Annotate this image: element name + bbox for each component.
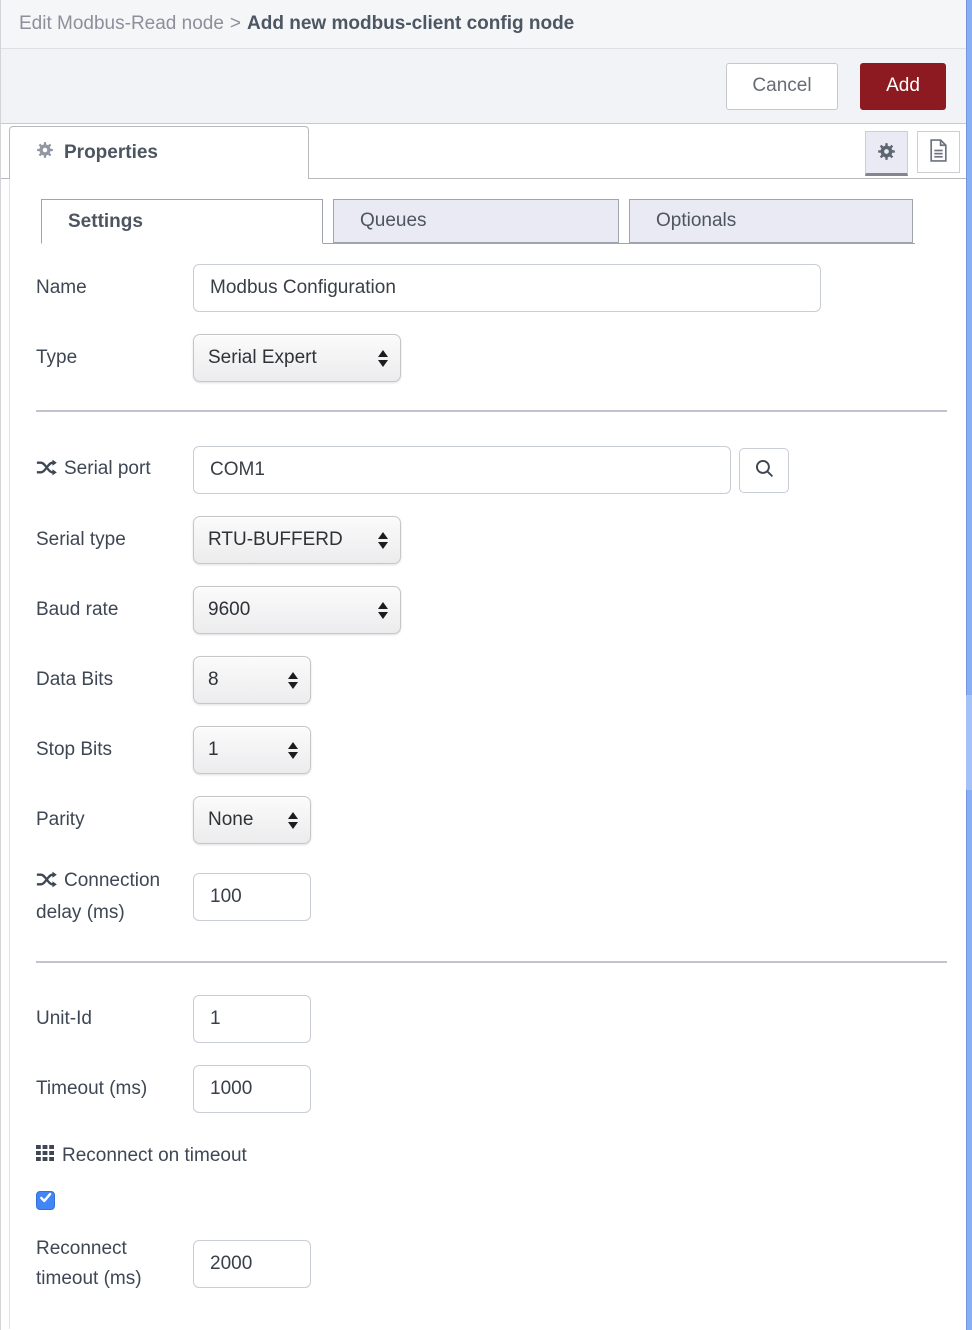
data-bits-row	[36, 656, 972, 704]
scrollbar-track[interactable]	[966, 0, 972, 1330]
grid-icon	[36, 1145, 54, 1167]
type-select-value: Serial Expert	[208, 347, 317, 368]
reconnect-timeout-row	[36, 1234, 972, 1295]
type-select[interactable]	[193, 334, 401, 382]
baud-rate-row	[36, 586, 972, 634]
tab-queues-label: Queues	[360, 210, 427, 231]
action-bar	[1, 49, 972, 124]
breadcrumb	[1, 0, 972, 49]
data-bits-select[interactable]	[193, 656, 311, 704]
section-divider	[36, 410, 947, 412]
timeout-input[interactable]	[193, 1065, 311, 1113]
select-arrows-icon	[288, 812, 298, 829]
tab-optionals-label: Optionals	[656, 210, 737, 231]
document-icon	[929, 139, 948, 165]
serial-type-row	[36, 516, 972, 564]
serial-type-label: Serial type	[36, 528, 126, 550]
serial-port-label-text: Serial port	[64, 457, 151, 479]
serial-port-search-button[interactable]	[739, 448, 789, 493]
reconnect-timeout-label: Reconnect timeout (ms)	[36, 1237, 142, 1290]
cancel-button[interactable]: Cancel	[726, 63, 838, 110]
parity-select-value: None	[208, 809, 254, 830]
type-row	[36, 334, 972, 382]
connection-delay-label	[36, 866, 193, 929]
data-bits-label: Data Bits	[36, 668, 114, 690]
select-arrows-icon	[378, 602, 388, 619]
check-icon	[39, 1191, 52, 1209]
page-title: Add new modbus-client config node	[247, 13, 575, 34]
edit-properties-button[interactable]	[865, 131, 908, 176]
breadcrumb-separator: >	[229, 13, 242, 34]
magnifier-icon	[754, 458, 775, 482]
breadcrumb-prefix: Edit Modbus-Read node	[19, 13, 224, 34]
connection-delay-input[interactable]	[193, 873, 311, 921]
unit-id-label: Unit-Id	[36, 1007, 92, 1029]
tab-settings[interactable]	[41, 199, 323, 244]
shuffle-icon	[36, 868, 57, 898]
name-input[interactable]	[193, 264, 821, 312]
name-row	[36, 264, 972, 312]
serial-type-select[interactable]	[193, 516, 401, 564]
parity-label: Parity	[36, 808, 85, 830]
serial-port-input[interactable]	[193, 446, 731, 494]
tab-queues[interactable]	[333, 199, 619, 243]
parity-row	[36, 796, 972, 844]
baud-rate-label: Baud rate	[36, 598, 119, 620]
stop-bits-row	[36, 726, 972, 774]
baud-rate-select-value: 9600	[208, 599, 251, 620]
name-label: Name	[36, 276, 87, 298]
reconnect-on-timeout-checkbox[interactable]	[36, 1191, 55, 1210]
add-button[interactable]: Add	[860, 63, 946, 110]
connection-delay-label-text: Connection delay (ms)	[36, 870, 161, 924]
tab-properties[interactable]	[9, 126, 309, 179]
reconnect-on-timeout-label-row	[36, 1145, 972, 1167]
serial-type-select-value: RTU-BUFFERD	[208, 529, 343, 550]
tab-settings-label: Settings	[68, 210, 143, 232]
type-label: Type	[36, 346, 78, 368]
node-docs-button[interactable]	[917, 131, 960, 173]
select-arrows-icon	[288, 672, 298, 689]
serial-port-row	[36, 446, 972, 494]
unit-id-input[interactable]	[193, 995, 311, 1043]
stop-bits-select-value: 1	[208, 739, 219, 760]
connection-delay-row	[36, 866, 972, 929]
config-form	[9, 179, 972, 1329]
reconnect-on-timeout-label: Reconnect on timeout	[62, 1144, 247, 1166]
serial-port-label	[36, 454, 193, 486]
baud-rate-select[interactable]	[193, 586, 401, 634]
data-bits-select-value: 8	[208, 669, 219, 690]
scrollbar-thumb[interactable]	[966, 695, 972, 790]
timeout-label: Timeout (ms)	[36, 1077, 148, 1099]
stop-bits-label: Stop Bits	[36, 738, 113, 760]
gear-icon	[877, 142, 896, 164]
properties-tab-label: Properties	[64, 142, 158, 163]
select-arrows-icon	[378, 350, 388, 367]
timeout-row	[36, 1065, 972, 1113]
properties-bar	[1, 124, 972, 179]
properties-actions	[865, 131, 960, 176]
select-arrows-icon	[288, 742, 298, 759]
parity-select[interactable]	[193, 796, 311, 844]
stop-bits-select[interactable]	[193, 726, 311, 774]
gear-icon	[36, 141, 54, 165]
tab-optionals[interactable]	[629, 199, 913, 243]
shuffle-icon	[36, 456, 57, 486]
reconnect-timeout-input[interactable]	[193, 1240, 311, 1288]
select-arrows-icon	[378, 532, 388, 549]
section-divider	[36, 961, 947, 963]
unit-id-row	[36, 995, 972, 1043]
settings-tabs	[41, 199, 915, 244]
